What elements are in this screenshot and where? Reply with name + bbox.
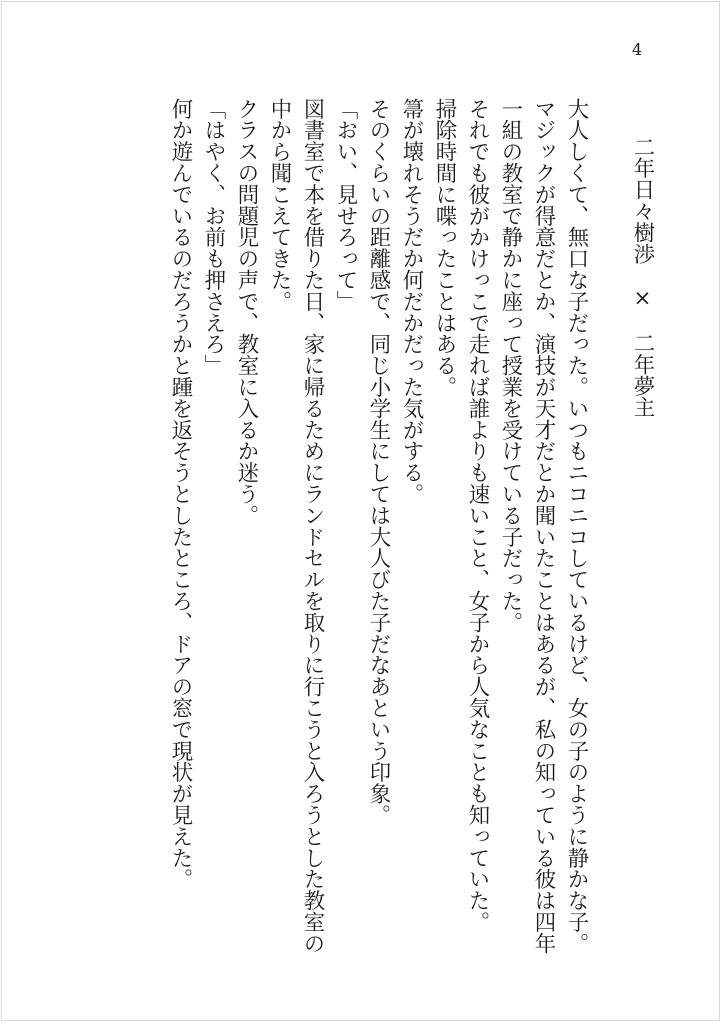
text-line: マジックが得意だとか、演技が天才だとか聞いたことはあるが、私の知っている彼は四年 [531,98,556,954]
text-line: クラスの問題児の声で、教室に入るか迷う。 [234,98,259,526]
text-line: 何か遊んでいるのだろうかと踵を返そうとしたところ、ドアの窓で現状が見えた。 [168,98,193,890]
text-line: 「おい、見せろって」 [333,98,358,312]
page-number: 4 [632,40,643,59]
text-line: 図書室で本を借りた日、家に帰るためにランドセルを取りに行こうと入ろうとした教室の [300,98,325,954]
text-line: 中から聞こえてきた。 [267,98,292,312]
text-line: それでも彼がかけっこで走れば誰よりも速いこと、女子から人気なことも知っていた。 [465,98,490,933]
text-line: 「はやく、お前も押さえろ」 [201,98,226,377]
text-line: そのくらいの距離感で、同じ小学生にしては大人びた子だなあという印象。 [366,98,391,826]
text-line: 一組の教室で静かに座って授業を受けている子だった。 [498,98,523,633]
chapter-title: 二年日々樹渉 × 二年夢主 [630,136,655,418]
text-line: 大人しくて、無口な子だった。いつもニコニコしているけど、女の子のように静かな子。 [564,98,589,954]
vertical-text-body [164,98,659,958]
text-line: 箒が壊れそうだか何だかだった気がする。 [399,98,424,505]
text-line: 掃除時間に喋ったことはある。 [432,98,457,398]
